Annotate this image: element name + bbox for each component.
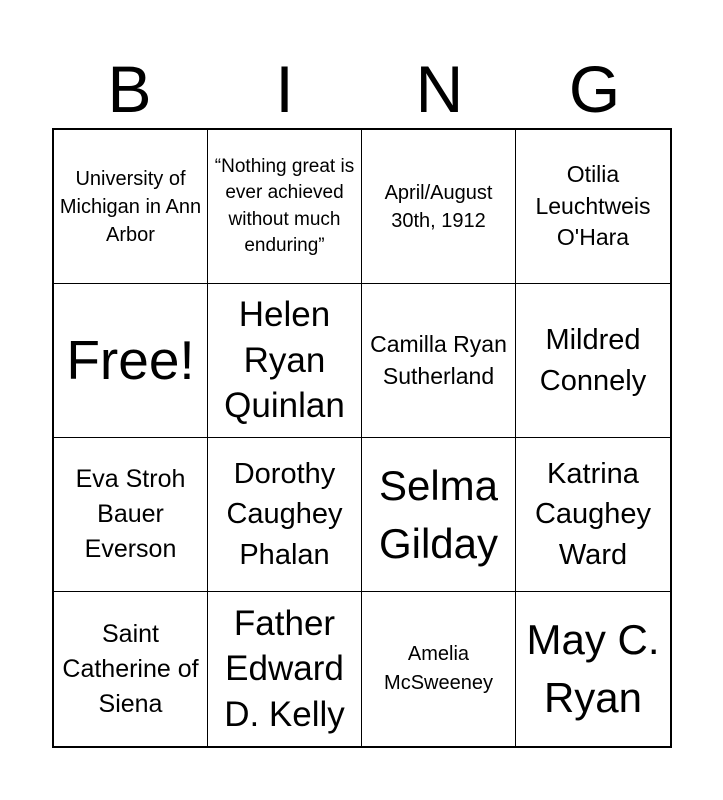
bingo-cell-otilia[interactable]	[516, 130, 670, 284]
cell-label: Father Edward D. Kelly	[224, 603, 345, 734]
bingo-cell-mildred[interactable]	[516, 284, 670, 438]
bingo-cell-university[interactable]	[54, 130, 208, 284]
bingo-cell-dorothy[interactable]	[208, 438, 362, 592]
bingo-cell-selma[interactable]	[362, 438, 516, 592]
cell-label: May C. Ryan	[526, 616, 660, 721]
bingo-cell-free[interactable]	[54, 284, 208, 438]
cell-label: Katrina Caughey Ward	[534, 458, 652, 571]
cell-label: Selma Gilday	[378, 461, 499, 567]
cell-label: April/August 30th, 1912	[384, 181, 493, 232]
bingo-cell-helen[interactable]	[208, 284, 362, 438]
bingo-header	[52, 52, 672, 126]
cell-label: “Nothing great is ever achieved without much enduring”	[214, 156, 355, 256]
bingo-cell-katrina[interactable]	[516, 438, 670, 592]
cell-label: Otilia Leuchtweis O'Hara	[535, 160, 651, 251]
cell-label: Saint Catherine of Siena	[62, 619, 199, 718]
bingo-cell-saint-catherine[interactable]	[54, 592, 208, 746]
header-letter-g: G	[568, 52, 621, 126]
cell-label: Mildred Connely	[539, 324, 647, 397]
bingo-cell-may-ryan[interactable]	[516, 592, 670, 746]
header-letter-n: N	[415, 52, 464, 126]
bingo-cell-eva[interactable]	[54, 438, 208, 592]
header-letter-b: B	[107, 52, 152, 126]
cell-label: Free!	[66, 329, 195, 392]
bingo-cell-date[interactable]	[362, 130, 516, 284]
header-letter-i: I	[275, 52, 294, 126]
cell-label: Camilla Ryan Sutherland	[370, 330, 507, 389]
bingo-cell-quote[interactable]	[208, 130, 362, 284]
cell-label: Amelia McSweeney	[384, 643, 493, 694]
bingo-cell-camilla[interactable]	[362, 284, 516, 438]
cell-label: University of Michigan in Ann Arbor	[59, 167, 202, 246]
bingo-board	[52, 128, 672, 748]
bingo-cell-amelia[interactable]	[362, 592, 516, 746]
bingo-cell-father-kelly[interactable]	[208, 592, 362, 746]
cell-label: Helen Ryan Quinlan	[224, 295, 345, 426]
cell-label: Dorothy Caughey Phalan	[226, 458, 343, 571]
cell-label: Eva Stroh Bauer Everson	[75, 465, 186, 563]
